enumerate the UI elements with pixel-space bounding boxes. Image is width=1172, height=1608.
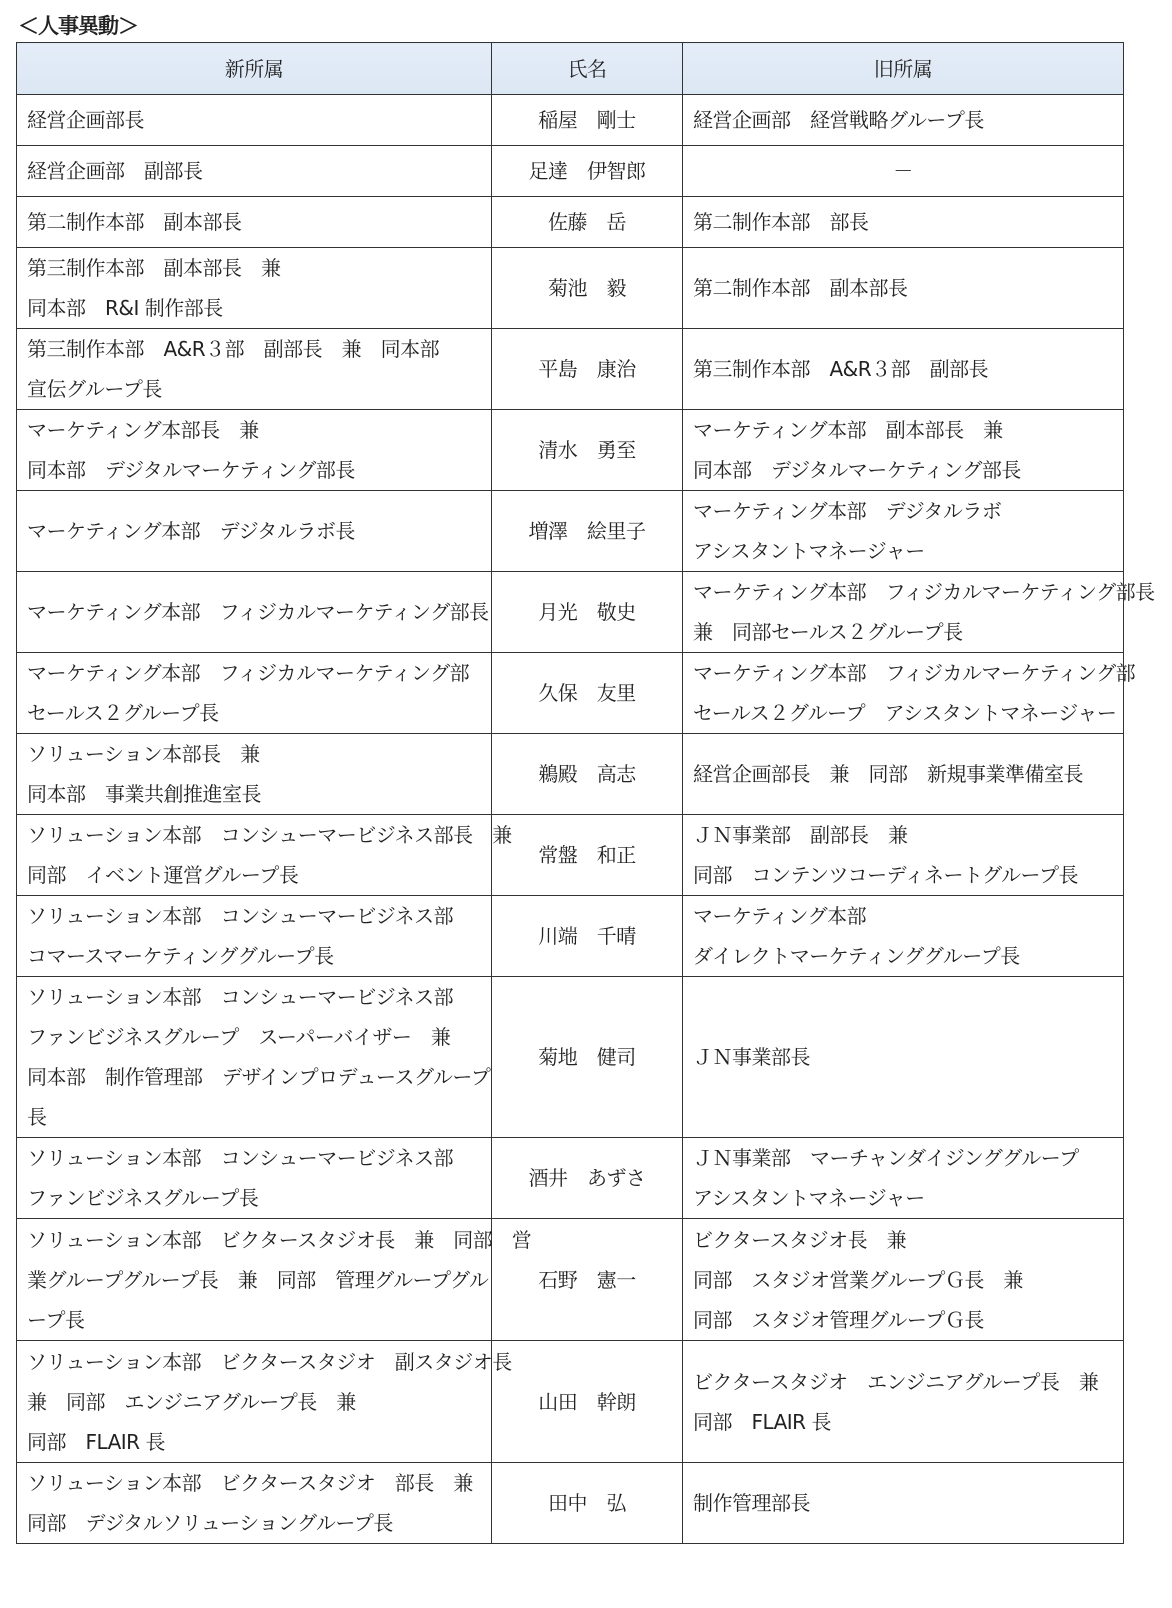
old-position-cell: [683, 1341, 1124, 1463]
header-new-position: 新所属: [17, 43, 492, 95]
name-cell: 清水 勇至: [492, 410, 683, 491]
table-row: [17, 146, 1124, 197]
cell-line: 同部 スタジオ営業グループＧ長 兼: [693, 1267, 1023, 1292]
name-cell: 月光 敬史: [492, 572, 683, 653]
new-position-cell: [17, 572, 492, 653]
cell-line: ファンビジネスグループ長: [27, 1186, 259, 1210]
cell-line: ソリューション本部長 兼: [27, 742, 260, 766]
cell-line: 長: [27, 1105, 47, 1129]
name-cell: 菊地 健司: [492, 977, 683, 1138]
cell-line: 同部 デジタルソリューショングループ長: [27, 1511, 393, 1535]
name-cell: 山田 幹朗: [492, 1341, 683, 1463]
old-position-cell: [683, 329, 1124, 410]
cell-line: ビクタースタジオ エンジニアグループ長 兼: [693, 1369, 1099, 1394]
name-cell: 川端 千晴: [492, 896, 683, 977]
old-position-cell: [683, 1138, 1124, 1219]
new-position-cell: [17, 815, 512, 896]
old-position-cell: [683, 146, 1124, 197]
cell-line: 同本部 事業共創推進室長: [27, 782, 261, 806]
old-position-cell: [683, 653, 1136, 734]
name-cell: 菊池 毅: [492, 248, 683, 329]
new-position-cell: [17, 1219, 532, 1341]
old-position-cell: [683, 896, 1124, 977]
cell-line: 同部 コンテンツコーディネートグループ長: [693, 863, 1078, 887]
cell-line: 同部 イベント運営グループ長: [27, 863, 299, 887]
cell-line: ソリューション本部 ビクタースタジオ 副スタジオ長: [27, 1349, 512, 1374]
cell-line: ソリューション本部 コンシューマービジネス部: [27, 904, 454, 928]
cell-line: マーケティング本部 フィジカルマーケティング部: [27, 661, 470, 685]
table-row: [17, 1463, 1124, 1544]
cell-line: 同本部 デジタルマーケティング部長: [27, 458, 355, 482]
table-row: [17, 329, 1124, 410]
table-row: [17, 1219, 1124, 1341]
header-name: 氏名: [492, 43, 683, 95]
section-title: ＜人事異動＞: [18, 14, 138, 38]
name-cell: 鵜殿 高志: [492, 734, 683, 815]
old-position-cell: [683, 410, 1124, 491]
personnel-changes-table: [16, 42, 1155, 1544]
cell-line: ソリューション本部 コンシューマービジネス部: [27, 985, 454, 1009]
cell-line: 経営企画部長 兼 同部 新規事業準備室長: [693, 762, 1083, 786]
cell-line: 第三制作本部 A&R３部 副部長 兼 同本部: [27, 337, 440, 361]
cell-line: 同本部 R&I 制作部長: [27, 296, 223, 320]
name-cell: 佐藤 岳: [492, 197, 683, 248]
table-row: [17, 491, 1124, 572]
cell-line: ファンビジネスグループ スーパーバイザー 兼: [27, 1025, 451, 1049]
new-position-cell: [17, 146, 492, 197]
name-cell: 平島 康治: [492, 329, 683, 410]
new-position-cell: [17, 1341, 512, 1463]
cell-line: ソリューション本部 ビクタースタジオ長 兼 同部 営: [27, 1227, 532, 1252]
cell-line: マーケティング本部: [693, 904, 867, 928]
name-cell: 増澤 絵里子: [492, 491, 683, 572]
cell-line: 経営企画部長: [27, 108, 144, 132]
cell-line: 第二制作本部 副本部長: [27, 210, 242, 234]
name-cell: 常盤 和正: [492, 815, 683, 896]
table-row: [17, 977, 1124, 1138]
old-position-cell: [683, 1463, 1124, 1544]
cell-line: マーケティング本部 フィジカルマーケティング部長: [27, 600, 489, 624]
table-row: [17, 896, 1124, 977]
name-cell: 久保 友里: [492, 653, 683, 734]
new-position-cell: [17, 329, 492, 410]
table-row: [17, 95, 1124, 146]
old-position-cell: [683, 734, 1124, 815]
cell-line: 同本部 デジタルマーケティング部長: [693, 458, 1021, 482]
cell-line: 第二制作本部 副本部長: [693, 276, 908, 300]
cell-line: ＪＮ事業部 マーチャンダイジンググループ: [693, 1146, 1079, 1170]
cell-line: ソリューション本部 コンシューマービジネス部長 兼: [27, 823, 512, 847]
new-position-cell: [17, 1463, 492, 1544]
new-position-cell: [17, 653, 492, 734]
cell-line: 同部 FLAIR 長: [693, 1409, 831, 1434]
table-row: [17, 653, 1124, 734]
cell-line: アシスタントマネージャー: [693, 1186, 925, 1210]
cell-line: 第三制作本部 A&R３部 副部長: [693, 357, 989, 381]
new-position-cell: [17, 95, 492, 146]
cell-line: 経営企画部 副部長: [27, 159, 203, 183]
cell-line: アシスタントマネージャー: [693, 539, 925, 563]
name-cell: 石野 憲一: [492, 1219, 683, 1341]
table-row: [17, 248, 1124, 329]
table-header-row: [17, 43, 1124, 95]
cell-line: マーケティング本部 フィジカルマーケティング部: [693, 661, 1136, 685]
cell-line: マーケティング本部 デジタルラボ長: [27, 519, 355, 543]
header-old-position: 旧所属: [683, 43, 1124, 95]
new-position-cell: [17, 977, 492, 1138]
new-position-cell: [17, 896, 492, 977]
cell-line: マーケティング本部 副本部長 兼: [693, 418, 1003, 442]
cell-line: 第二制作本部 部長: [693, 210, 869, 234]
cell-line: セールス２グループ アシスタントマネージャー: [693, 701, 1117, 725]
cell-line: 兼 同部セールス２グループ長: [693, 620, 963, 644]
cell-line: 経営企画部 経営戦略グループ長: [693, 108, 984, 132]
cell-line: 同部 スタジオ管理グループＧ長: [693, 1307, 984, 1332]
cell-line: 宣伝グループ長: [27, 377, 162, 401]
table-row: [17, 734, 1124, 815]
cell-line: 第三制作本部 副本部長 兼: [27, 256, 281, 280]
cell-line: ソリューション本部 コンシューマービジネス部: [27, 1146, 454, 1170]
new-position-cell: [17, 197, 492, 248]
old-position-cell: [683, 491, 1124, 572]
new-position-cell: [17, 1138, 492, 1219]
cell-line: ＪＮ事業部長: [693, 1045, 810, 1069]
cell-line: コマースマーケティンググループ長: [27, 944, 334, 968]
old-position-cell: [683, 1219, 1124, 1341]
old-position-cell: [683, 248, 1124, 329]
old-position-cell: [683, 815, 1124, 896]
name-cell: 酒井 あずさ: [492, 1138, 683, 1219]
cell-line: 兼 同部 エンジニアグループ長 兼: [27, 1389, 356, 1414]
cell-line: －: [893, 159, 913, 183]
cell-line: 制作管理部長: [693, 1491, 810, 1515]
new-position-cell: [17, 410, 492, 491]
cell-line: マーケティング本部 フィジカルマーケティング部長: [693, 580, 1155, 604]
cell-line: ダイレクトマーケティンググループ長: [693, 944, 1020, 968]
table-row: [17, 572, 1124, 653]
cell-line: ソリューション本部 ビクタースタジオ 部長 兼: [27, 1471, 473, 1495]
table-row: [17, 197, 1124, 248]
new-position-cell: [17, 248, 492, 329]
cell-line: マーケティング本部 デジタルラボ: [693, 499, 1002, 523]
cell-line: マーケティング本部長 兼: [27, 418, 259, 442]
old-position-cell: [683, 572, 1155, 653]
cell-line: 同本部 制作管理部 デザインプロデュースグループ: [27, 1065, 491, 1089]
old-position-cell: [683, 95, 1124, 146]
table-row: [17, 1341, 1124, 1463]
new-position-cell: [17, 491, 492, 572]
cell-line: ビクタースタジオ長 兼: [693, 1227, 907, 1252]
table-row: [17, 410, 1124, 491]
old-position-cell: [683, 977, 1124, 1138]
cell-line: 同部 FLAIR 長: [27, 1429, 165, 1454]
table-row: [17, 815, 1124, 896]
cell-line: ープ長: [27, 1307, 85, 1332]
name-cell: 稲屋 剛士: [492, 95, 683, 146]
name-cell: 足達 伊智郎: [492, 146, 683, 197]
table-row: [17, 1138, 1124, 1219]
cell-line: セールス２グループ長: [27, 701, 219, 725]
new-position-cell: [17, 734, 492, 815]
cell-line: ＪＮ事業部 副部長 兼: [693, 823, 908, 847]
cell-line: 業グループグループ長 兼 同部 管理グループグル: [27, 1267, 489, 1292]
name-cell: 田中 弘: [492, 1463, 683, 1544]
old-position-cell: [683, 197, 1124, 248]
